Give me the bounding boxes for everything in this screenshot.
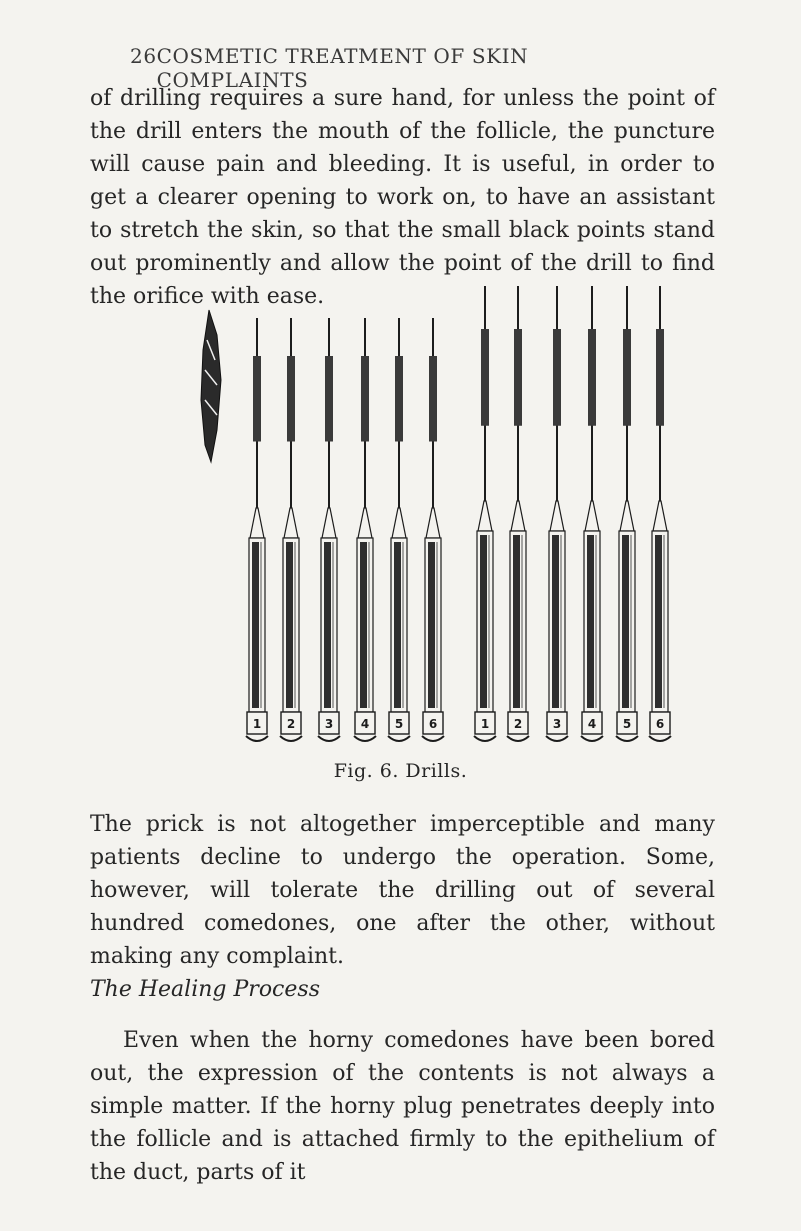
drills-illustration [195, 280, 685, 760]
drill-number-label: 6 [428, 717, 438, 731]
drill-instrument [546, 286, 568, 741]
drill-number-label: 3 [324, 717, 334, 731]
drill-instrument [280, 318, 302, 741]
figure-caption: Fig. 6. Drills. [333, 760, 468, 782]
page-number: 26 [130, 44, 157, 68]
drill-number-label: 6 [655, 717, 665, 731]
drill-instrument [422, 318, 444, 741]
drill-instrument [354, 318, 376, 741]
drill-number-label: 4 [587, 717, 597, 731]
drill-number-label: 3 [552, 717, 562, 731]
drill-instrument [616, 286, 638, 741]
drill-number-label: 2 [286, 717, 296, 731]
drill-number-label: 2 [513, 717, 523, 731]
drill-instrument [581, 286, 603, 741]
drill-number-label: 1 [252, 717, 262, 731]
drill-instrument [649, 286, 671, 741]
drill-instrument [507, 286, 529, 741]
running-title: COSMETIC TREATMENT OF SKIN COMPLAINTS [156, 44, 529, 92]
drill-number-label: 5 [622, 717, 632, 731]
drill-number-label: 1 [480, 717, 490, 731]
drill-instrument [388, 318, 410, 741]
drill-instrument [474, 286, 496, 741]
drill-number-label: 5 [394, 717, 404, 731]
drill-instrument [318, 318, 340, 741]
drill-number-label: 4 [360, 717, 370, 731]
paragraph-drilling: of drilling requires a sure hand, for unless the point of the drill enters the mouth of the follicle, the puncture will cause pain and bleeding. It is useful, in order to get a clearer opening to work on, to have an assistant to stretch the skin, so that the small black points stand out prominently and allow the point of the drill to find the orifice with ease. [90, 86, 715, 309]
paragraph-prick: The prick is not altogether imperceptible and many patients decline to undergo the operation. Some, however, will tolerate the drilling out of several hundred comedones, one after the other, without making any complaint. [90, 812, 715, 969]
section-heading-healing: The Healing Process [90, 977, 320, 1002]
drill-instrument [246, 318, 268, 741]
loose-drill-bit [201, 310, 221, 462]
paragraph-healing: Even when the horny comedones have been bored out, the expression of the contents is not always a simple matter. If the horny plug penetrates deeply into the follicle and is attached firmly to the epithelium of the duct, parts of it [90, 1028, 715, 1185]
